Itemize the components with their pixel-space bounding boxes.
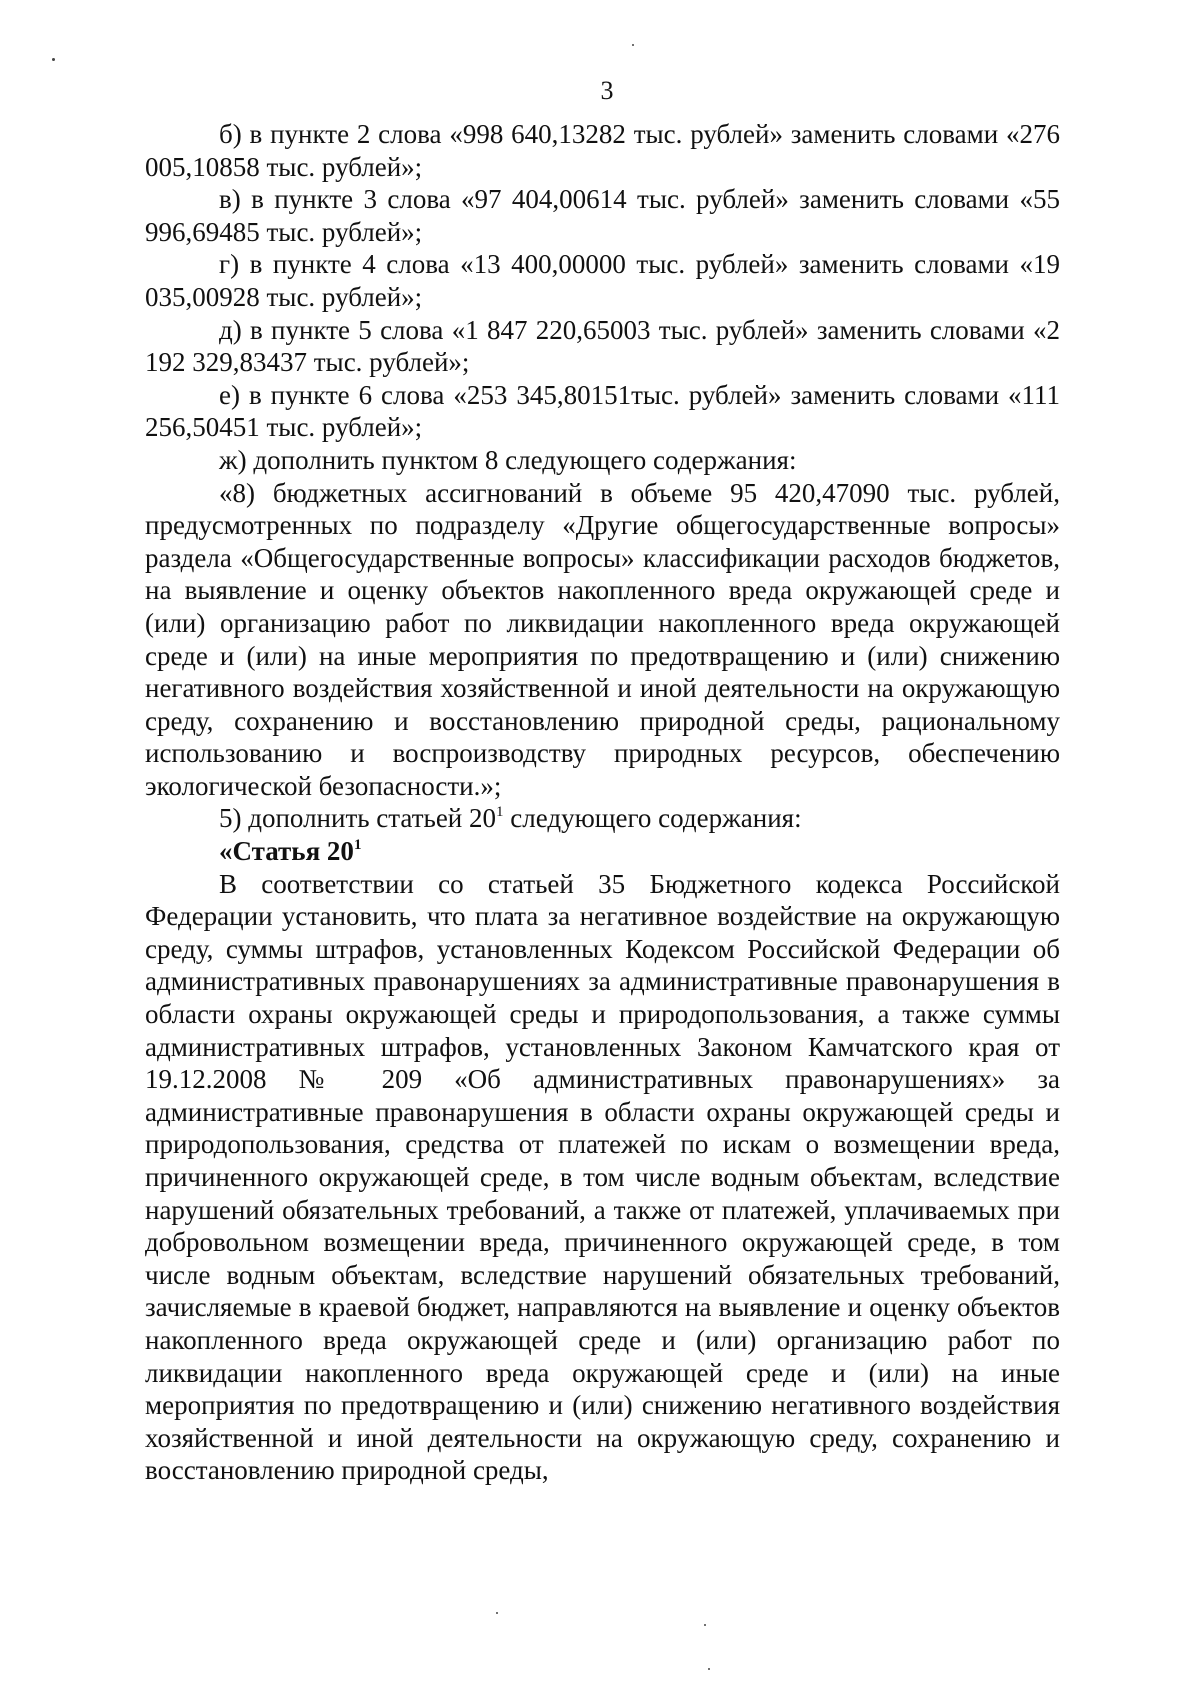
paragraph-b: б) в пункте 2 слова «998 640,13282 тыс. рублей» заменить словами «276 005,10858 тыс. рублей»; — [145, 119, 1060, 182]
scan-speck — [632, 44, 634, 46]
article-heading-superscript: 1 — [353, 837, 362, 854]
paragraph-item-5 — [145, 802, 1060, 835]
article-heading-text: «Статья 20 — [219, 836, 354, 867]
paragraph-g: г) в пункте 4 слова «13 400,00000 тыс. рублей» заменить словами «19 035,00928 тыс. рублей»; — [145, 249, 1060, 312]
paragraph-item-8: «8) бюджетных ассигнований в объеме 95 420,47090 тыс. рублей, предусмотренных по подразделу «Другие общегосударственные вопросы» раздела «Общегосударственные вопросы» классификации расходов бюджетов, на выявление и оценку объектов накопленного вреда окружающей среде и (или) организацию работ по ликвидации накопленного вреда окружающей среде и (или) на иные мероприятия по предотвращению и (или) снижению негативного воздействия хозяйственной и иной деятельности на окружающую среду, сохранению и восстановлению природной среды, рациональному использованию и воспроизводству природных ресурсов, обеспечению экологической безопасности.»; — [145, 477, 1060, 801]
article-heading — [145, 835, 1060, 868]
paragraph-d: д) в пункте 5 слова «1 847 220,65003 тыс. рублей» заменить словами «2 192 329,83437 тыс. рублей»; — [145, 314, 1060, 378]
paragraph-v: в) в пункте 3 слова «97 404,00614 тыс. рублей» заменить словами «55 996,69485 тыс. рублей»; — [145, 184, 1060, 247]
item5-text-before: 5) дополнить статьей 20 — [219, 803, 497, 834]
article-body: В соответствии со статьей 35 Бюджетного кодекса Российской Федерации установить, что плата за негативное воздействие на окружающую среду, суммы штрафов, установленных Кодексом Российской Федерации об административных правонарушениях за административные правонарушения в области охраны окружающей среды и природопользования, а также суммы административных штрафов, установленных Законом Камчатского края от 19.12.2008 № 209 «Об административных правонарушениях» за административные правонарушения в области охраны окружающей среды и природопользования, средства от платежей по искам о возмещении вреда, причиненного окружающей среде, в том числе водным объектам, вследствие нарушений обязательных требований, а также от платежей, уплачиваемых при добровольном возмещении вреда, причиненного окружающей среде, в том числе водным объектам, вследствие нарушений обязательных требований, зачисляемые в краевой бюджет, направляются на выявление и оценку объектов накопленного вреда окружающей среде и (или) организацию работ по ликвидации накопленного вреда окружающей среде и (или) на иные мероприятия по предотвращению и (или) снижению негативного воздействия хозяйственной и иной деятельности на окружающую среду, сохранению и восстановлению природной среды, — [145, 868, 1060, 1486]
document-body — [145, 118, 1060, 1487]
scan-speck — [704, 1624, 706, 1626]
scan-speck — [52, 58, 55, 61]
scan-speck — [496, 1612, 498, 1614]
paragraph-e: е) в пункте 6 слова «253 345,80151тыс. рублей» заменить словами «111 256,50451 тыс. рублей»; — [145, 379, 1060, 443]
item5-superscript: 1 — [496, 804, 504, 821]
item5-text-after: следующего содержания: — [503, 803, 802, 834]
paragraph-zh: ж) дополнить пунктом 8 следующего содержания: — [219, 444, 797, 475]
page-number: 3 — [600, 76, 614, 105]
scan-speck — [708, 1668, 710, 1670]
